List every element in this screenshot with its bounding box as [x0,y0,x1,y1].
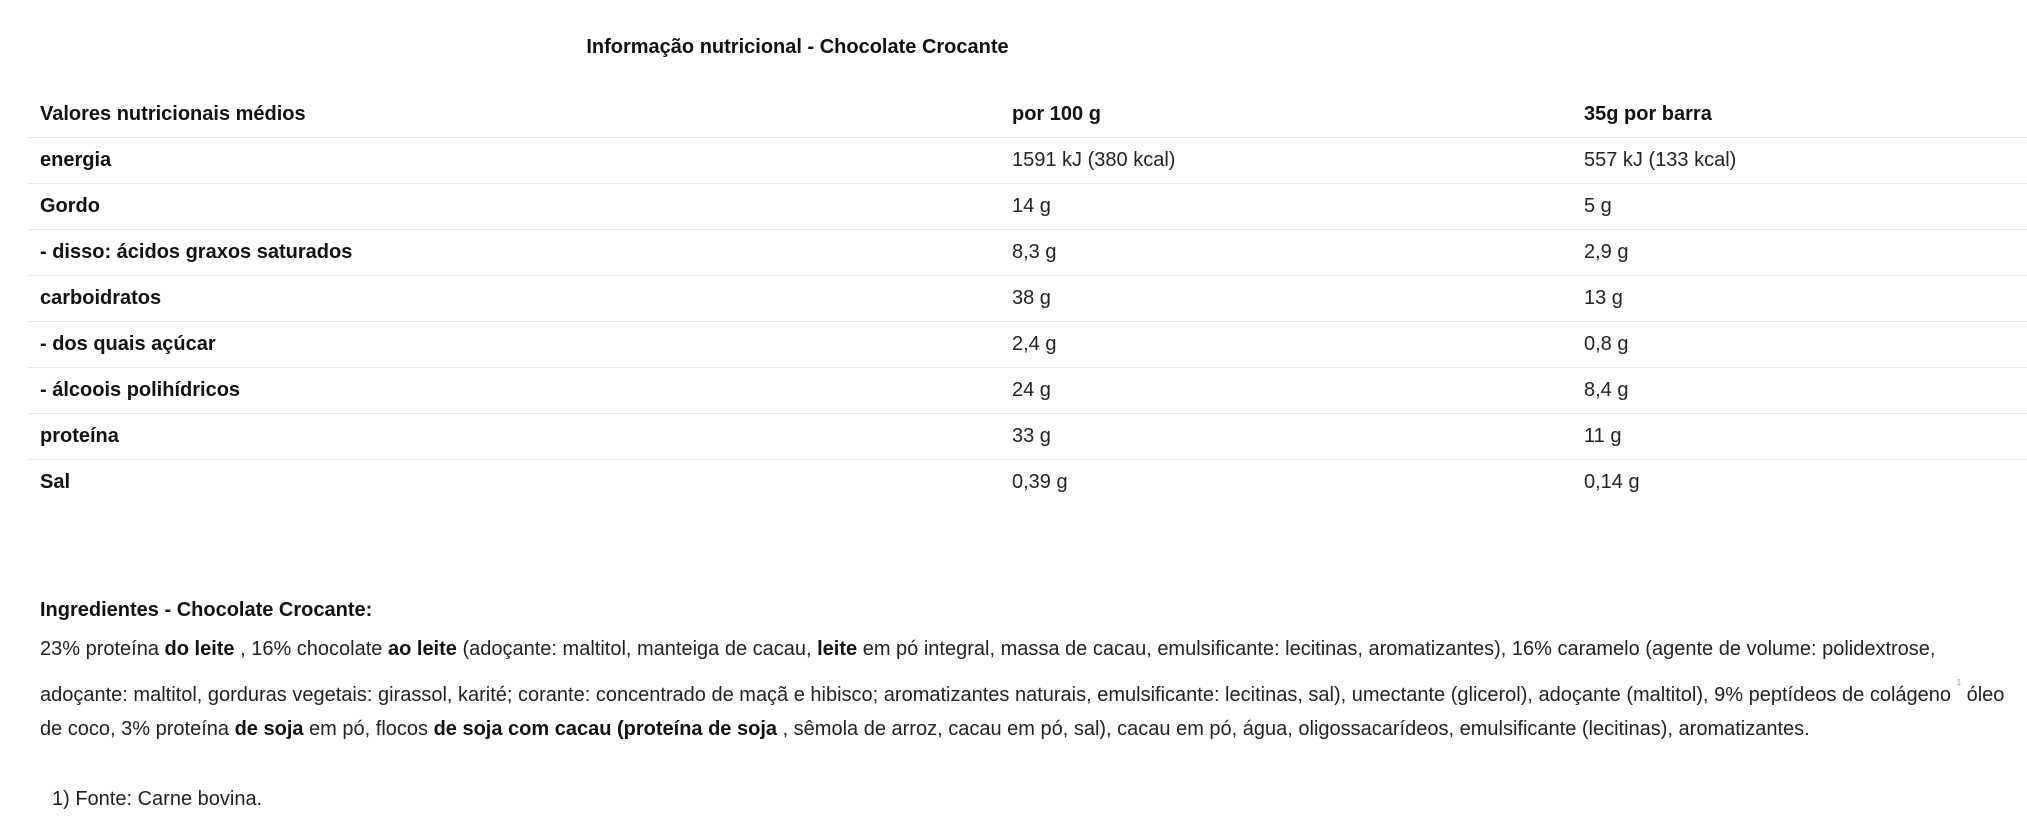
ingredient-segment: , 16% chocolate [234,638,388,660]
ingredient-segment: óleo de coco, 3% proteína [40,684,2005,740]
row-label: proteína [28,414,1000,460]
row-per-bar: 11 g [1572,414,2027,460]
table-row [28,414,2027,460]
row-label: - disso: ácidos graxos saturados [28,230,1000,276]
table-row [28,368,2027,414]
header-per-100g: por 100 g [1000,92,1572,138]
footnote: 1) Fonte: Carne bovina. [52,788,263,810]
ingredient-allergen: de soja [234,718,304,740]
row-per-100g: 0,39 g [1012,471,1068,493]
row-label: - álcoois polihídricos [28,368,1000,414]
ingredient-allergen: ao leite [387,638,457,660]
row-per-100g: 14 g [1000,184,1572,230]
ingredient-segment: , sêmola de arroz, cacau em pó, sal), cacau em pó, água, oligossacarídeos, emulsificante (lecitinas), aromatizantes. [777,718,1810,740]
table-header-row [28,92,2027,138]
table-row [28,322,2027,368]
row-per-100g: 33 g [1000,414,1572,460]
row-per-bar: 0,14 g [1584,471,1640,493]
row-per-100g: 8,3 g [1000,230,1572,276]
header-label: Valores nutricionais médios [28,92,1000,138]
row-per-100g: 38 g [1000,276,1572,322]
ingredient-segment: em pó integral, massa de cacau, emulsificante: lecitinas, aromatizantes), 16% caramelo (agente de volume: polidextrose, adoçante: maltitol, gorduras vegetais: girassol, karité; corante: concentrado de maçã e hibisco; aromatizantes naturais, emulsificante: lecitinas, sal), umectante (glicerol), adoçante (maltitol), 9% peptídeos de colágeno [40,638,1957,706]
table-row [28,460,2027,506]
ingredient-allergen: do leite [164,638,235,660]
ingredient-segment: em pó, flocos [303,718,434,740]
row-label: energia [28,138,1000,184]
table-row [28,184,2027,230]
row-per-bar: 2,9 g [1572,230,2027,276]
row-label: carboidratos [28,276,1000,322]
row-per-bar: 8,4 g [1572,368,2027,414]
row-per-bar: 13 g [1572,276,2027,322]
row-per-100g: 2,4 g [1000,322,1572,368]
ingredients-text [40,632,2015,746]
row-per-bar: 0,8 g [1572,322,2027,368]
row-per-bar: 557 kJ (133 kcal) [1572,138,2027,184]
ingredients-section [40,596,2015,746]
row-label: Gordo [28,184,1000,230]
ingredient-segment: 23% proteína [40,638,165,660]
row-label: - dos quais açúcar [28,322,1000,368]
ingredients-title: Ingredientes - Chocolate Crocante: [40,599,373,621]
header-per-bar: 35g por barra [1572,92,2027,138]
table-row [28,138,2027,184]
table-row [28,276,2027,322]
nutrition-table [28,92,2027,505]
ingredient-allergen: de soja com cacau (proteína de soja [433,718,778,740]
row-label: Sal [40,471,71,493]
page-title: Informação nutricional - Chocolate Crocante [586,36,1009,58]
row-per-100g: 24 g [1000,368,1572,414]
row-per-100g: 1591 kJ (380 kcal) [1000,138,1572,184]
table-row [28,230,2027,276]
row-per-bar: 5 g [1572,184,2027,230]
ingredient-allergen: leite [817,638,858,660]
ingredient-segment: (adoçante: maltitol, manteiga de cacau, [456,638,818,660]
footnote-marker: 1 [1956,678,1962,687]
